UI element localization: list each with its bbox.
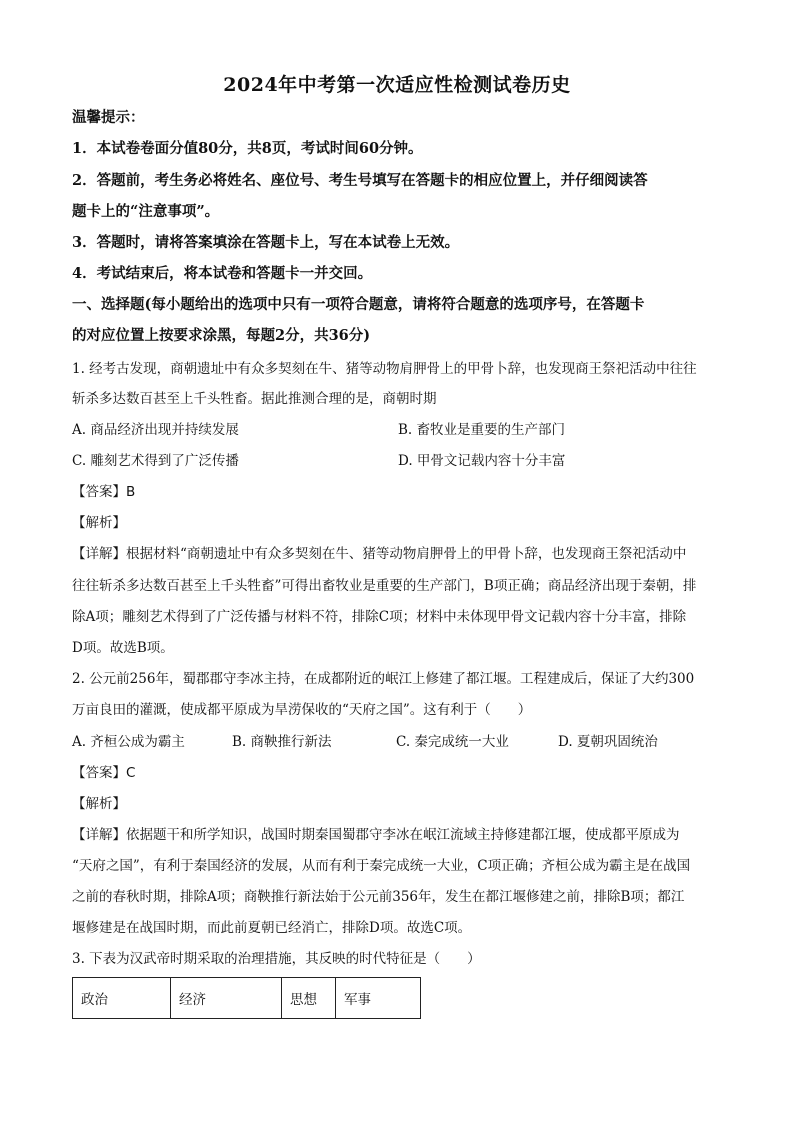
table-header-cell: 思想 bbox=[282, 978, 336, 1019]
question-2-stem: 万亩良田的灌溉，使成都平原成为旱涝保收的“天府之国”。这有利于（ ） bbox=[72, 702, 532, 718]
section-heading: 一、选择题(每小题给出的选项中只有一项符合题意，请将符合题意的选项序号，在答题卡 bbox=[72, 296, 645, 313]
question-2-option-a: A. 齐桓公成为霸主 bbox=[72, 734, 185, 750]
question-1-answer: 【答案】B bbox=[72, 484, 136, 500]
question-2-stem: 2. 公元前256年，蜀郡郡守李冰主持，在成都附近的岷江上修建了都江堰。工程建成后，保证了大约300 bbox=[72, 671, 695, 687]
question-2-answer: 【答案】C bbox=[72, 765, 136, 781]
question-1-detail: D项。故选B项。 bbox=[72, 640, 174, 656]
question-2-option-c: C. 秦完成统一大业 bbox=[396, 734, 509, 750]
table-header-cell: 政治 bbox=[73, 978, 171, 1019]
question-1-stem: 1. 经考古发现，商朝遗址中有众多契刻在牛、猪等动物肩胛骨上的甲骨卜辞，也发现商王祭祀活动中往往 bbox=[72, 361, 697, 377]
tip-item: 2．答题前，考生务必将姓名、座位号、考生号填写在答题卡的相应位置上，并仔细阅读答 bbox=[72, 172, 648, 189]
question-2-analysis: 【解析】 bbox=[72, 796, 126, 812]
question-1-detail: 往往斩杀多达数百甚至上千头牲畜”可得出畜牧业是重要的生产部门，B项正确；商品经济出现于秦朝，排 bbox=[72, 578, 697, 594]
question-2-detail: 堰修建是在战国时期，而此前夏朝已经消亡，排除D项。故选C项。 bbox=[72, 920, 472, 936]
question-3-table bbox=[72, 977, 421, 1019]
question-1-option-a: A. 商品经济出现并持续发展 bbox=[72, 422, 239, 438]
question-1-stem: 斩杀多达数百甚至上千头牲畜。据此推测合理的是，商朝时期 bbox=[72, 391, 437, 407]
tip-item: 1．本试卷卷面分值80分，共8页，考试时间60分钟。 bbox=[72, 140, 423, 157]
page-title: 2024年中考第一次适应性检测试卷历史 bbox=[223, 74, 571, 96]
table-row bbox=[73, 978, 421, 1019]
tip-item: 3．答题时，请将答案填涂在答题卡上，写在本试卷上无效。 bbox=[72, 234, 460, 251]
section-heading-cont: 的对应位置上按要求涂黑，每题2分，共36分) bbox=[72, 327, 371, 344]
question-1-option-d: D. 甲骨文记载内容十分丰富 bbox=[398, 453, 566, 469]
question-2-option-d: D. 夏朝巩固统治 bbox=[558, 734, 658, 750]
tip-item: 4．考试结束后，将本试卷和答题卡一并交回。 bbox=[72, 265, 373, 282]
question-3-stem: 3. 下表为汉武帝时期采取的治理措施，其反映的时代特征是（ ） bbox=[72, 951, 481, 967]
table-header-cell: 经济 bbox=[171, 978, 282, 1019]
question-2-detail: “天府之国”，有利于秦国经济的发展，从而有利于秦完成统一大业，C项正确；齐桓公成为霸主是在战国 bbox=[72, 858, 691, 874]
question-1-analysis: 【解析】 bbox=[72, 515, 126, 531]
question-1-detail: 除A项；雕刻艺术得到了广泛传播与材料不符，排除C项；材料中未体现甲骨文记载内容十分丰富，排除 bbox=[72, 609, 687, 625]
table-header-cell: 军事 bbox=[336, 978, 421, 1019]
question-1-option-b: B. 畜牧业是重要的生产部门 bbox=[398, 422, 566, 438]
question-2-detail: 【详解】依据题干和所学知识，战国时期秦国蜀郡守李冰在岷江流域主持修建都江堰，使成都平原成为 bbox=[72, 827, 680, 843]
question-1-option-c: C. 雕刻艺术得到了广泛传播 bbox=[72, 453, 239, 469]
tip-item: 题卡上的“注意事项”。 bbox=[72, 203, 220, 220]
question-2-option-b: B. 商鞅推行新法 bbox=[232, 734, 332, 750]
question-2-detail: 之前的春秋时期，排除A项；商鞅推行新法始于公元前356年，发生在都江堰修建之前，排除B项；都江 bbox=[72, 889, 685, 905]
question-1-detail: 【详解】根据材料“商朝遗址中有众多契刻在牛、猪等动物肩胛骨上的甲骨卜辞，也发现商王祭祀活动中 bbox=[72, 546, 687, 562]
tips-heading: 温馨提示： bbox=[72, 109, 145, 126]
